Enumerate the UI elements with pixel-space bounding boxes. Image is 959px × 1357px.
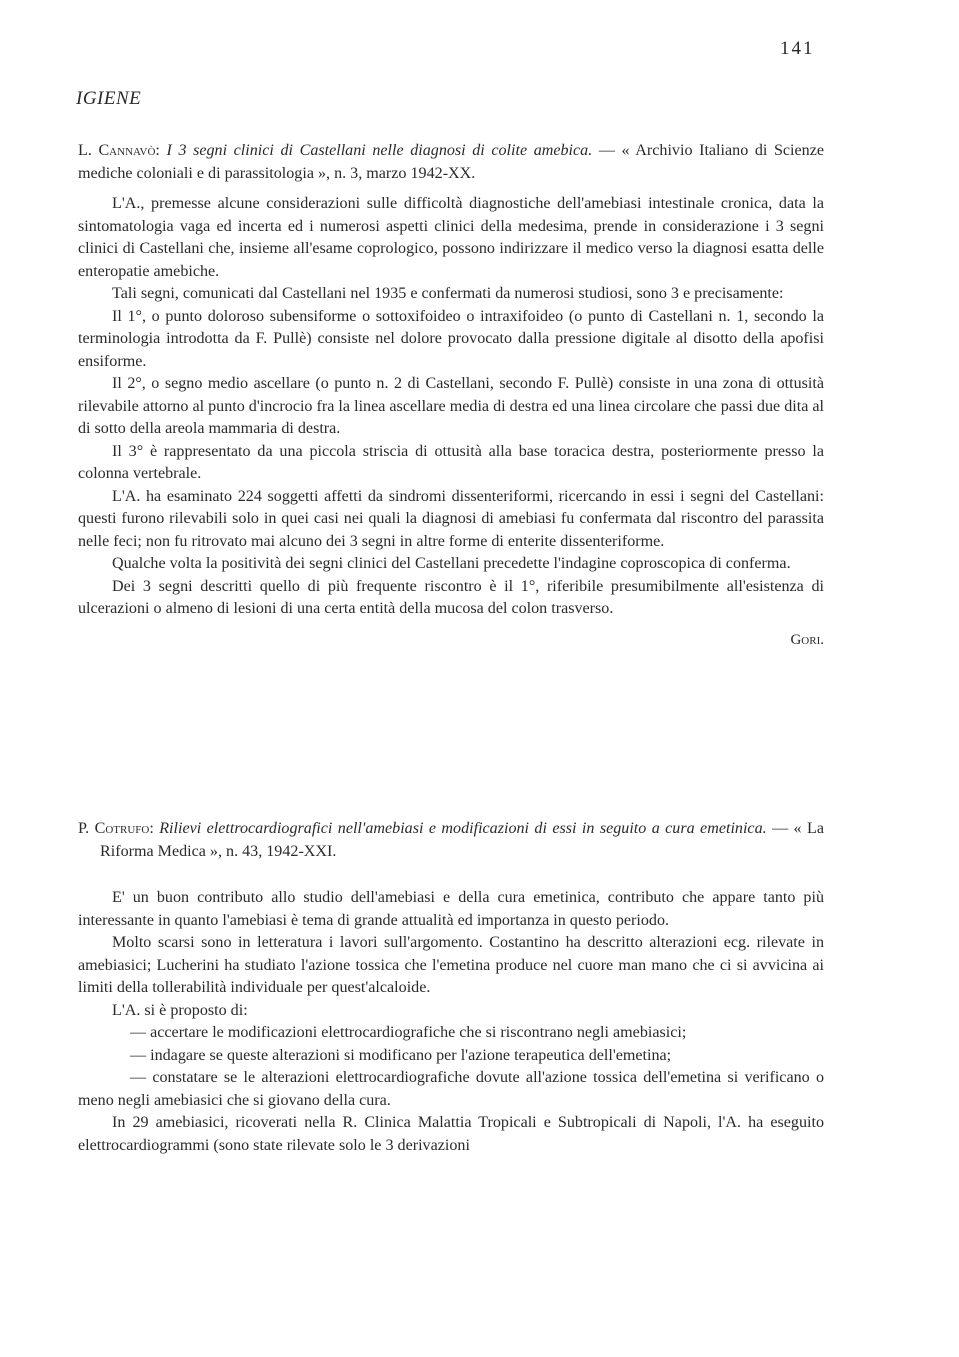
list-item: — constatare se le alterazioni elettrocardiografiche dovute all'azione tossica dell'emetina si verificano o meno negli amebiasici che si giovano della cura. xyxy=(78,1069,824,1109)
article-header xyxy=(78,818,824,863)
list-item: — accertare le modificazioni elettrocardiografiche che si riscontrano negli amebiasici; xyxy=(130,1024,687,1041)
section-title: IGIENE xyxy=(76,88,142,109)
reviewer-signature: Gori. xyxy=(790,631,824,648)
article-title: I 3 segni clinici di Castellani nelle diagnosi di colite amebica. xyxy=(166,142,593,159)
paragraph: In 29 amebiasici, ricoverati nella R. Clinica Malattia Tropicali e Subtropicali di Napoli, l'A. ha eseguito elettrocardiogrammi (sono state rilevate solo le 3 derivazioni xyxy=(78,1114,824,1154)
paragraph: Il 1°, o punto doloroso subensiforme o sottoxifoideo o intraxifoideo (o punto di Castellani n. 1, secondo la terminologia introdotta da F. Pullè) consiste nel dolore provocato dalla pressione digitale al disotto della apofisi ensiforme. xyxy=(78,307,824,370)
paragraph: L'A. ha esaminato 224 soggetti affetti da sindromi dissenteriformi, ricercando in essi i segni del Castellani: questi furono rilevabili solo in quei casi nei quali la diagnosi di amebiasi fu confermata dal riscontro del parassita nelle feci; non fu ritrovato mai alcuno dei 3 segni in altre forme di enterite dissenteriforme. xyxy=(78,487,824,550)
article-author: L. Cannavò: xyxy=(78,142,160,159)
paragraph: E' un buon contributo allo studio dell'amebiasi e della cura emetinica, contributo che appare tanto più interessante in quanto l'amebiasi è tema di grande attualità ed importanza in questo periodo. xyxy=(78,889,824,929)
paragraph: Qualche volta la positività dei segni clinici del Castellani precedette l'indagine coproscopica di conferma. xyxy=(112,555,791,572)
article-cannavo xyxy=(78,140,824,651)
paragraph: L'A. si è proposto di: xyxy=(112,1001,248,1019)
paragraph: Molto scarsi sono in letteratura i lavori sull'argomento. Costantino ha descritto alterazioni ecg. rilevate in amebiasici; Lucherini ha studiato l'azione tossica che l'emetina produce nel cuore man mano che ci si avvicina ai limiti della tollerabilità individuale per quest'alcaloide. xyxy=(78,934,824,996)
page-number: 141 xyxy=(780,38,815,59)
paragraph: L'A., premesse alcune considerazioni sulle difficoltà diagnostiche dell'amebiasi intestinale cronica, data la sintomatologia vaga ed incerta ed i numerosi aspetti clinici della medesima, prende in considerazione i 3 segni clinici di Castellani che, insieme all'esame coprologico, possono indirizzare il medico verso la diagnosi esatta delle enteropatie amebiche. xyxy=(78,195,824,280)
paragraph: Tali segni, comunicati dal Castellani nel 1935 e confermati da numerosi studiosi, sono 3 e precisamente: xyxy=(112,285,784,302)
article-cotrufo xyxy=(78,818,824,1157)
article-author: P. Cotrufo: xyxy=(78,820,154,837)
list-item: — indagare se queste alterazioni si modificano per l'azione terapeutica dell'emetina; xyxy=(130,1046,672,1064)
article-header xyxy=(78,140,824,185)
paragraph: Il 3° è rappresentato da una piccola striscia di ottusità alla base toracica destra, posteriormente presso la colonna vertebrale. xyxy=(78,442,824,482)
article-source: — « Archivio Italiano di Scienze mediche coloniali e di parassitologia », n. 3, marzo 1942-XX. xyxy=(78,142,824,182)
article-source: — « La Riforma Medica », n. 43, 1942-XXI. xyxy=(100,820,824,860)
paragraph: Dei 3 segni descritti quello di più frequente riscontro è il 1°, riferibile presumibilmente all'esistenza di ulcerazioni o almeno di lesioni di una certa entità della mucosa del colon trasverso. xyxy=(78,577,824,617)
article-title: Rilievi elettrocardiografici nell'amebiasi e modificazioni di essi in seguito a cura emetinica. xyxy=(159,820,767,837)
paragraph: Il 2°, o segno medio ascellare (o punto n. 2 di Castellani, secondo F. Pullè) consiste in una zona di ottusità rilevabile attorno al punto d'incrocio fra la linea ascellare media di destra ed una linea circolare che passi due dita al di sotto della areola mammaria di destra. xyxy=(78,375,824,437)
